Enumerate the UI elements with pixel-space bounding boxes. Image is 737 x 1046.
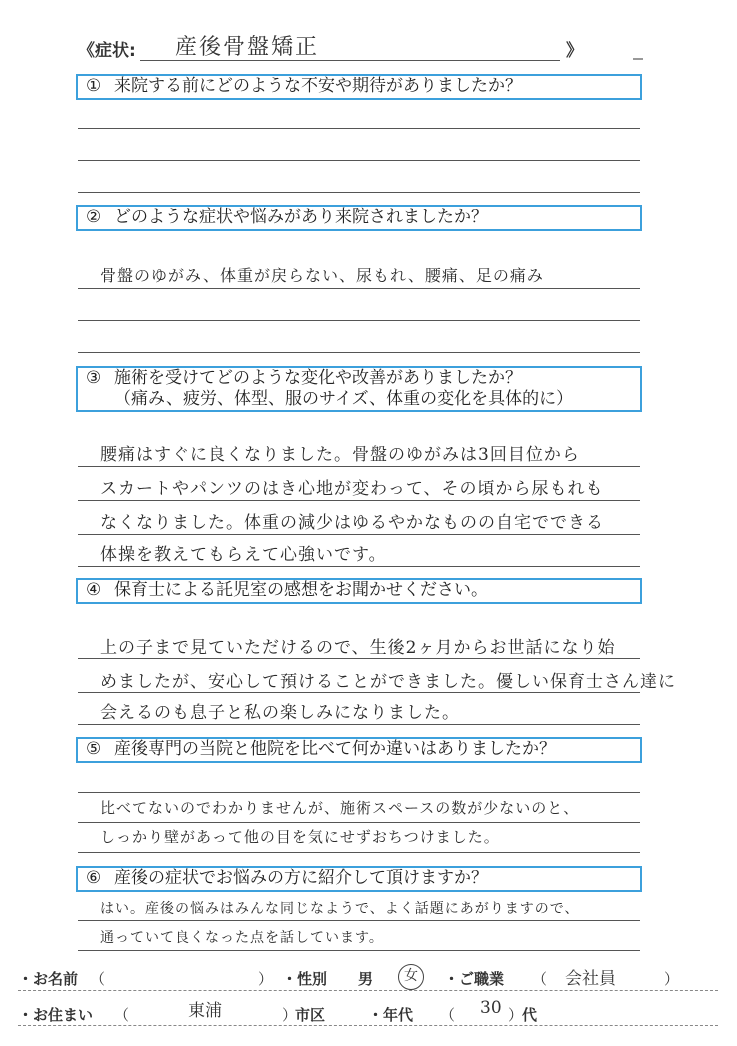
question-3-text: 施術を受けてどのような変化や改善がありましたか？ [114,368,522,388]
age-value: 30 [480,998,502,1018]
edge-mark [633,58,643,65]
answer-4-line-2: めましたが、安心して預けることができました。優しい保育士さん達に [100,672,676,692]
age-suffix: 代 [522,1006,538,1024]
address-suffix: 市区 [295,1006,326,1024]
answer-line [78,658,640,659]
answer-3-line-3: なくなりました。体重の減少はゆるやかなものの自宅でできる [100,513,604,533]
answer-line [78,128,640,129]
answer-5-line-2: しっかり壁があって他の目を気にせずおちつけました。 [100,828,500,846]
answer-3-line-1: 腰痛はすぐに良くなりました。骨盤のゆがみは3回目位から [100,445,580,465]
question-6-number: ⑥ [86,868,102,888]
question-6-box [76,866,642,892]
answer-3-line-2: スカートやパンツのはき心地が変わって、その頃から尿もれも [100,479,604,499]
question-3-subtext: （痛み、疲労、体型、服のサイズ、体重の変化を具体的に） [114,389,574,409]
symptom-value: 産後骨盤矯正 [175,35,320,60]
address-value: 東浦 [188,1001,222,1021]
question-4-text: 保育士による託児室の感想をお聞かせください。 [114,580,488,600]
footer-divider [18,1025,718,1026]
age-close-paren: ） [508,1006,524,1024]
answer-line [78,352,640,353]
question-3-number: ③ [86,368,102,388]
question-5-number: ⑤ [86,739,102,759]
question-2-box [76,205,642,231]
job-label: ・ご職業 [444,970,505,988]
answer-4-line-3: 会えるのも息子と私の楽しみになりました。 [100,703,460,723]
gender-female-circled: 女 [398,964,424,990]
answer-6-line-2: 通っていて良くなった点を話しています。 [100,930,384,946]
answer-line [78,950,640,951]
address-label: ・お住まい [18,1006,94,1024]
question-3-box [76,366,642,412]
answer-line [78,822,640,823]
question-2-number: ② [86,207,102,227]
job-open-paren: （ [532,970,548,988]
answer-5-line-1: 比べてないのでわかりませんが、施術スペースの数が少ないのと、 [100,799,580,817]
gender-label: ・性別 [282,970,328,988]
question-1-text: 来院する前にどのような不安や期待がありましたか？ [114,76,522,96]
answer-4-line-1: 上の子まで見ていただけるので、生後2ヶ月からお世話になり始 [100,638,616,658]
symptom-close-bracket: 》 [566,41,583,61]
footer-divider [18,990,718,991]
answer-line [78,724,640,725]
symptom-underline [140,60,560,61]
name-close-paren: ） [258,970,274,988]
question-2-text: どのような症状や悩みがあり来院されましたか？ [114,207,488,227]
name-open-paren: （ [90,970,106,988]
age-open-paren: （ [440,1006,456,1024]
address-close-paren: ） [282,1006,298,1024]
answer-line [78,500,640,501]
answer-line [78,692,640,693]
question-4-box [76,578,642,604]
question-1-number: ① [86,76,102,96]
age-label: ・年代 [368,1006,414,1024]
answer-line [78,160,640,161]
answer-6-line-1: はい。産後の悩みはみんな同じなようで、よく話題にあがりますので、 [100,901,580,917]
job-close-paren: ） [664,970,680,988]
answer-2-line-1: 骨盤のゆがみ、体重が戻らない、尿もれ、腰痛、足の痛み [100,266,544,285]
answer-line [78,466,640,467]
question-1-box [76,74,642,100]
answer-line [78,792,640,793]
answer-line [78,566,640,567]
address-open-paren: （ [114,1006,130,1024]
answer-line [78,852,640,853]
question-5-box [76,737,642,763]
answer-line [78,192,640,193]
answer-line [78,534,640,535]
answer-line [78,920,640,921]
question-5-text: 産後専門の当院と他院を比べて何か違いはありましたか？ [114,739,556,759]
answer-line [78,320,640,321]
name-label: ・お名前 [18,970,79,988]
question-4-number: ④ [86,580,102,600]
question-6-text: 産後の症状でお悩みの方に紹介して頂けますか？ [114,868,488,888]
answer-3-line-4: 体操を教えてもらえて心強いです。 [100,545,387,565]
symptom-label: 《症状: [78,41,136,61]
job-value: 会社員 [565,969,616,989]
gender-male: 男 [358,970,374,988]
answer-line [78,288,640,289]
